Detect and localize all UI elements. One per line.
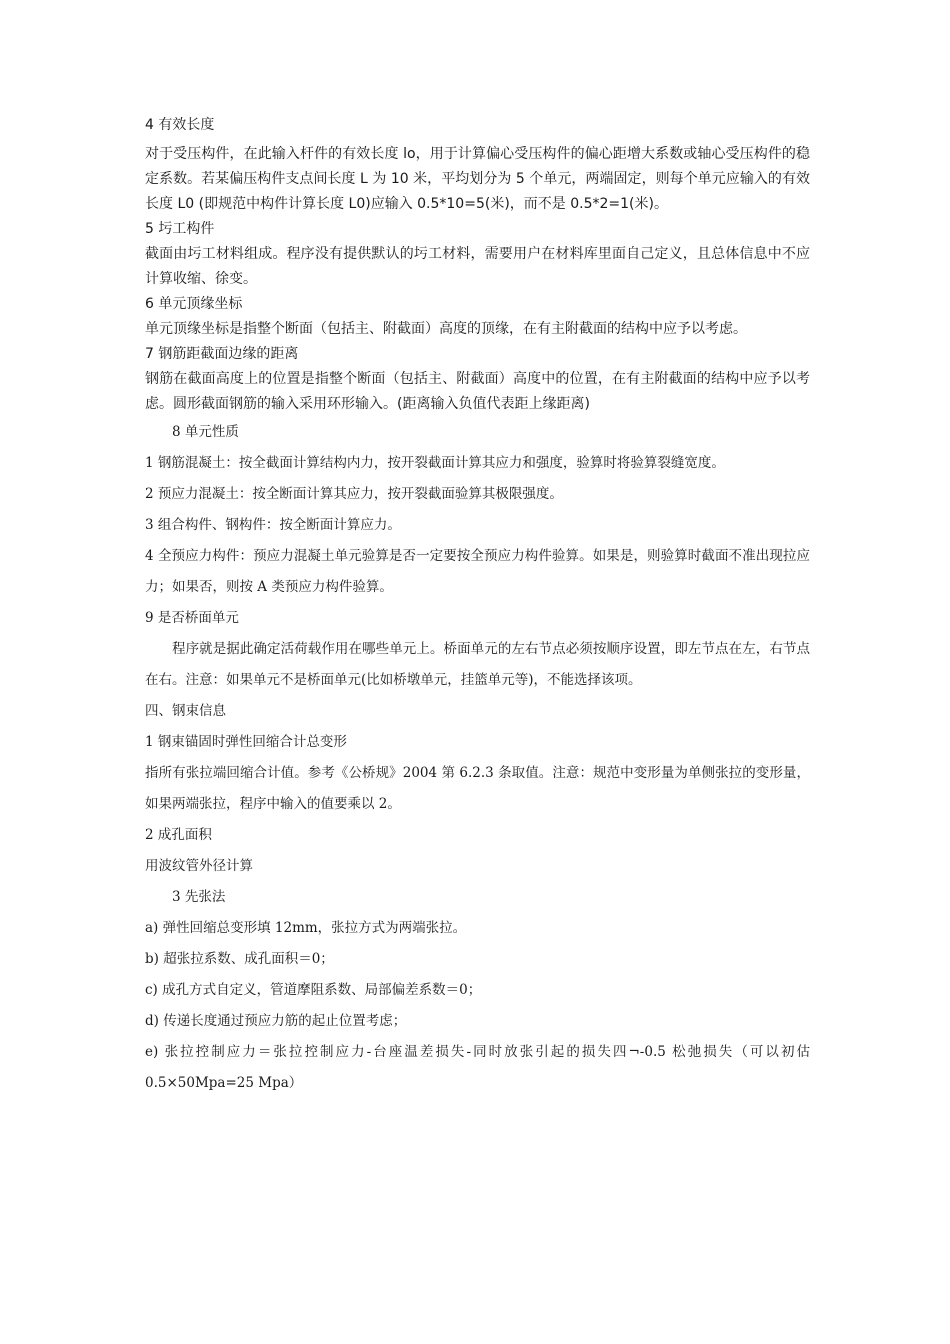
section-6-paragraph: 单元顶缘坐标是指整个断面（包括主、附截面）高度的顶缘，在有主附截面的结构中应予以考虑。 [145, 321, 747, 337]
tendon-3-item-c: c) 成孔方式自定义，管道摩阻系数、局部偏差系数＝0； [145, 982, 482, 998]
section-7-paragraph: 钢筋在截面高度上的位置是指整个断面（包括主、附截面）高度中的位置，在有主附截面的结构中应予以考虑。圆形截面钢筋的输入采用环形输入。(距离输入负值代表距上缘距离) [145, 371, 810, 412]
tendon-3-item-a: a) 弹性回缩总变形填 12mm，张拉方式为两端张拉。 [145, 920, 467, 936]
tendon-1-heading: 1 钢束锚固时弹性回缩合计总变形 [145, 734, 347, 750]
section-8-heading: 8 单元性质 [172, 424, 239, 440]
section-4-heading: 4 有效长度 [145, 117, 215, 133]
section-8-item-4: 4 全预应力构件：预应力混凝土单元验算是否一定要按全预应力构件验算。如果是，则验算时截面不准出现拉应力；如果否，则按 A 类预应力构件验算。 [145, 548, 810, 595]
section-5-paragraph: 截面由圬工材料组成。程序没有提供默认的圬工材料，需要用户在材料库里面自己定义，且总体信息中不应计算收缩、徐变。 [145, 246, 810, 287]
section-6-heading: 6 单元顶缘坐标 [145, 296, 243, 312]
tendon-2-paragraph: 用波纹管外径计算 [145, 858, 253, 874]
tendon-3-item-b: b) 超张拉系数、成孔面积＝0； [145, 951, 334, 967]
tendon-3-item-d: d) 传递长度通过预应力筋的起止位置考虑； [145, 1013, 407, 1029]
part-4-heading: 四、钢束信息 [145, 703, 226, 719]
section-8-item-3: 3 组合构件、钢构件：按全断面计算应力。 [145, 517, 401, 533]
tendon-3-item-e: e) 张拉控制应力＝张拉控制应力-台座温差损失-同时放张引起的损失四¬-0.5 松弛损失（可以初估 0.5×50Mpa=25 Mpa） [145, 1044, 810, 1091]
section-8-item-1: 1 钢筋混凝土：按全截面计算结构内力，按开裂截面计算其应力和强度，验算时将验算裂缝宽度。 [145, 455, 725, 471]
tendon-2-heading: 2 成孔面积 [145, 827, 212, 843]
section-5-heading: 5 圬工构件 [145, 221, 215, 237]
section-9-paragraph: 程序就是据此确定活荷载作用在哪些单元上。桥面单元的左右节点必须按顺序设置，即左节点在左，右节点在右。注意：如果单元不是桥面单元(比如桥墩单元，挂篮单元等)，不能选择该项。 [145, 641, 810, 688]
section-9-heading: 9 是否桥面单元 [145, 610, 239, 626]
document-body [145, 113, 810, 1099]
tendon-1-paragraph: 指所有张拉端回缩合计值。参考《公桥规》2004 第 6.2.3 条取值。注意：规范中变形量为单侧张拉的变形量，如果两端张拉，程序中输入的值要乘以 2。 [145, 765, 810, 812]
section-8-item-2: 2 预应力混凝土：按全断面计算其应力，按开裂截面验算其极限强度。 [145, 486, 563, 502]
section-7-heading: 7 钢筋距截面边缘的距离 [145, 346, 299, 362]
section-4-paragraph: 对于受压构件，在此输入杆件的有效长度 lo，用于计算偏心受压构件的偏心距增大系数或轴心受压构件的稳定系数。若某偏压构件支点间长度 L 为 10 米，平均划分为 5 个单元，两端固定，则每个单元应输入的有效长度 L0 (即规范中构件计算长度 L0)应输入 0.5*10=5(米)，而不是 0.5*2=1(米)。 [145, 146, 810, 212]
tendon-3-heading: 3 先张法 [172, 889, 226, 905]
